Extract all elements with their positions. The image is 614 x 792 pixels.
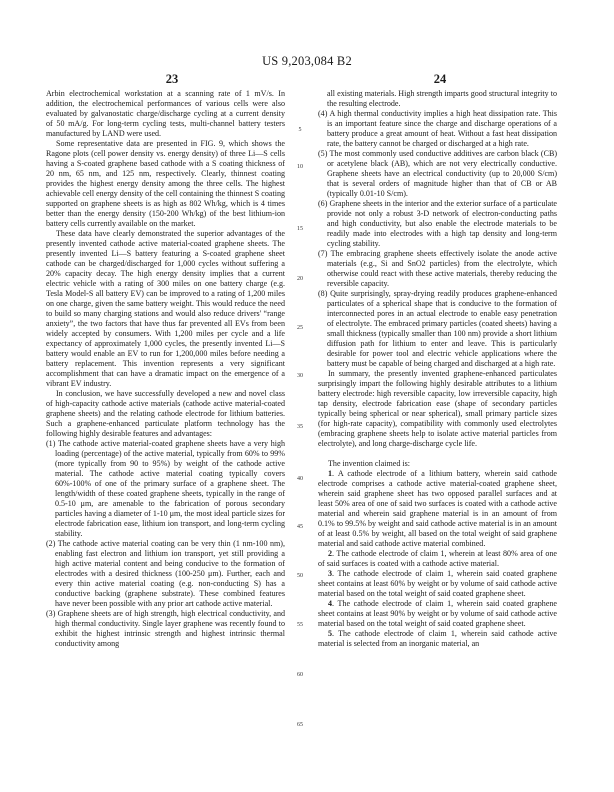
claim — [318, 599, 557, 629]
claim-number: 2 — [328, 549, 333, 558]
claim-text: . The cathode electrode of claim 1, wherein said coated graphene sheet contains at least 90% by weight or by volume of said cathode active material based on the total weight of said coated graphene sheet. — [318, 599, 557, 628]
claim-text: . The cathode electrode of claim 1, wherein said coated graphene sheet contains at least 60% by weight or by volume of said cathode active material based on the total weight of said coated graphene sheet. — [318, 569, 557, 598]
feature-item: (6) Graphene sheets in the interior and the exterior surface of a particulate provide not only a robust 3-D network of electron-conducting paths and high conductivity, but also enable the electrode materials to be readily made into electrodes with a high tap density and long-term cycling stability. — [318, 199, 557, 248]
line-number: 35 — [297, 424, 303, 430]
feature-item: (1) The cathode active material-coated graphene sheets have a very high loading (percentage) of the active material, typically from 60% to 99% (more typically from 90 to 95%) by weight of the cathode active material. The cathode active material coating typically covers 60%-100% of one of the primary surface of a graphene sheet. The length/width of these coated graphene sheets, typically in the range of 0.5-10 μm, are amenable to the fabrication of porous secondary particles having a diameter of 1-10 μm, the most ideal particle sizes for electrode fabrication ease, lithium ion transport, and long-term cycling stability. — [46, 439, 285, 538]
claims-intro: The invention claimed is: — [328, 459, 411, 468]
patent-number-header: US 9,203,084 B2 — [262, 54, 352, 68]
claim-text: . The cathode electrode of claim 1, wherein at least 80% area of one of said surfaces is coated with a cathode active material. — [318, 549, 557, 568]
feature-item: (4) A high thermal conductivity implies a high heat dissipation rate. This is an important feature since the charge and discharge operations of a battery produce a great amount of heat. Without a fast heat dissipation rate, the battery cannot be charged or discharged at a high rate. — [318, 109, 557, 148]
line-number: 50 — [297, 573, 303, 579]
claim-text: . A cathode electrode of a lithium battery, wherein said cathode electrode comprises a cathode active material-coated graphene sheet, wherein said graphene sheet has two opposed parallel surfaces and at least 50% area of one of said two surfaces is coated with a cathode active material and wherein said graphene material is in an amount of from 0.1% to 99.5% by weight and said cathode active material is in an amount of at least 0.5% by weight, all based on the total weight of said graphene material and said cathode active material combined. — [318, 469, 557, 548]
line-number: 55 — [297, 622, 303, 628]
feature-item: (2) The cathode active material coating can be very thin (1 nm-100 nm), enabling fast electron and lithium ion transport, yet still providing a high active material content and being conducive to the formation of electrodes with a desired thickness (100-250 μm). Further, each and every thin active material coating (e.g. non-conducting S) has a conductive backing (graphene substrate). These combined features have never been possible with any prior art cathode active material. — [46, 539, 285, 608]
claim-number: 3 — [328, 569, 333, 578]
line-number: 20 — [297, 276, 303, 282]
claim-number: 1 — [328, 469, 333, 478]
feature-item: (7) The embracing graphene sheets effectively isolate the anode active materials (e.g., Si and SnO2 particles) from the electrolyte, which otherwise could react with these active materials, thereby reducing the reversible capacity. — [318, 249, 557, 288]
line-number: 45 — [297, 524, 303, 530]
claim — [318, 549, 557, 569]
line-number: 15 — [297, 226, 303, 232]
claim — [318, 629, 557, 649]
claim-text: . The cathode electrode of claim 1, wherein said cathode active material is selected from an inorganic material, an — [318, 629, 557, 648]
summary-paragraph: In summary, the presently invented graphene-enhanced particulates surprisingly impart the following highly desirable attributes to a lithium battery electrode: high reversible capacity, low irreversible capacity, high tap density, electrode fabrication ease (shape of secondary particles typically being spherical or near spherical), small primary particle sizes (for high-rate capacity), compatibility with commonly used electrolytes (embracing graphene sheets help to isolate active material particles from electrolyte), and long charge-discharge cycle life. — [318, 369, 557, 448]
line-number: 40 — [297, 476, 303, 482]
claim — [318, 569, 557, 599]
column-number-left: 23 — [165, 72, 179, 86]
claim-number: 5 — [328, 629, 333, 638]
claim-number: 4 — [328, 599, 333, 608]
feature-item: (8) Quite surprisingly, spray-drying readily produces graphene-enhanced particulates of a spherical shape that is conducive to the formation of interconnected pores in an actual electrode to enable easy penetration of electrolyte. The embraced primary particles (coated sheets) having a small thickness (typically smaller than 100 nm) provide a short lithium diffusion path for lithium to enter and leave. This is particularly desirable for power tool and electric vehicle applications where the battery must be capable of being charged and discharged at a high rate. — [318, 289, 557, 368]
paragraph: all existing materials. High strength imparts good structural integrity to the resulting electrode. — [327, 89, 557, 108]
right-column — [318, 89, 557, 649]
line-number: 5 — [298, 127, 302, 133]
feature-item: (5) The most commonly used conductive additives are carbon black (CB) or acetylene black (AB), which are not very electrically conductive. Graphene sheets have an electrical conductivity (up to 20,000 S/cm) that is several orders of magnitude higher than that of CB or AB (typically 0.01-10 S/cm). — [318, 149, 557, 198]
claim — [318, 469, 557, 549]
line-number: 60 — [297, 672, 303, 678]
line-number: 25 — [297, 325, 303, 331]
column-number-right: 24 — [433, 72, 447, 86]
line-number: 30 — [297, 373, 303, 379]
feature-item: (3) Graphene sheets are of high strength, high electrical conductivity, and high thermal conductivity. Single layer graphene was recently found to exhibit the highest intrinsic strength and highest intrinsic thermal conductivity among — [46, 609, 285, 648]
paragraph: In conclusion, we have successfully developed a new and novel class of high-capacity cathode active materials (cathode active material-coated graphene sheets) and the relating cathode electrode for lithium batteries. Such a graphene-enhanced particulate platform technology has the following highly desirable features and advantages: — [46, 389, 285, 438]
left-column — [46, 89, 285, 649]
paragraph: Arbin electrochemical workstation at a scanning rate of 1 mV/s. In addition, the electrochemical performances of various cells were also evaluated by galvanostatic charge/discharge cycling at a current density of 50 mA/g. For long-term cycling tests, multi-channel battery testers manufactured by LAND were used. — [46, 89, 285, 138]
paragraph: These data have clearly demonstrated the superior advantages of the presently invented cathode active material-coated graphene sheets. The presently invented Li—S battery featuring a S-coated graphene sheet cathode can be charged/discharged for 1,000 cycles without suffering a 20% capacity decay. The high energy density implies that a current electric vehicle with a rating of 300 miles on one battery charge (e.g. Tesla Model-S all battery EV) can be improved to a rating of 1,200 miles on one charge, given the same battery weight. This would reduce the need to build so many charging stations and would also reduce drivers' “range anxiety”, the two factors that have thus far prevented all EVs from been widely accepted by consumers. With 1,200 miles per cycle and a life expectancy of approximately 1,000 cycles, the presently invented Li—S battery would enable an EV to run for 1,200,000 miles before needing a battery replacement. This invention represents a very significant accomplishment that can have a dramatic impact on the emergence of a vibrant EV industry. — [46, 229, 285, 388]
paragraph: Some representative data are presented in FIG. 9, which shows the Ragone plots (cell power density vs. energy density) of three Li—S cells having a S-coated graphene based cathode with a S coating thickness of 20 nm, 65 nm, and 125 nm, respectively. Clearly, thinnest coating provides the highest energy density among the three cells. The highest achievable cell energy density of the cell containing the thinnest S coating supported on graphene sheets is as high as 802 Wh/kg, which is 4 times better than the energy density (150-200 Wh/kg) of the best lithium-ion battery cells currently available on the market. — [46, 139, 285, 228]
line-number: 65 — [297, 722, 303, 728]
line-number: 10 — [297, 164, 303, 170]
